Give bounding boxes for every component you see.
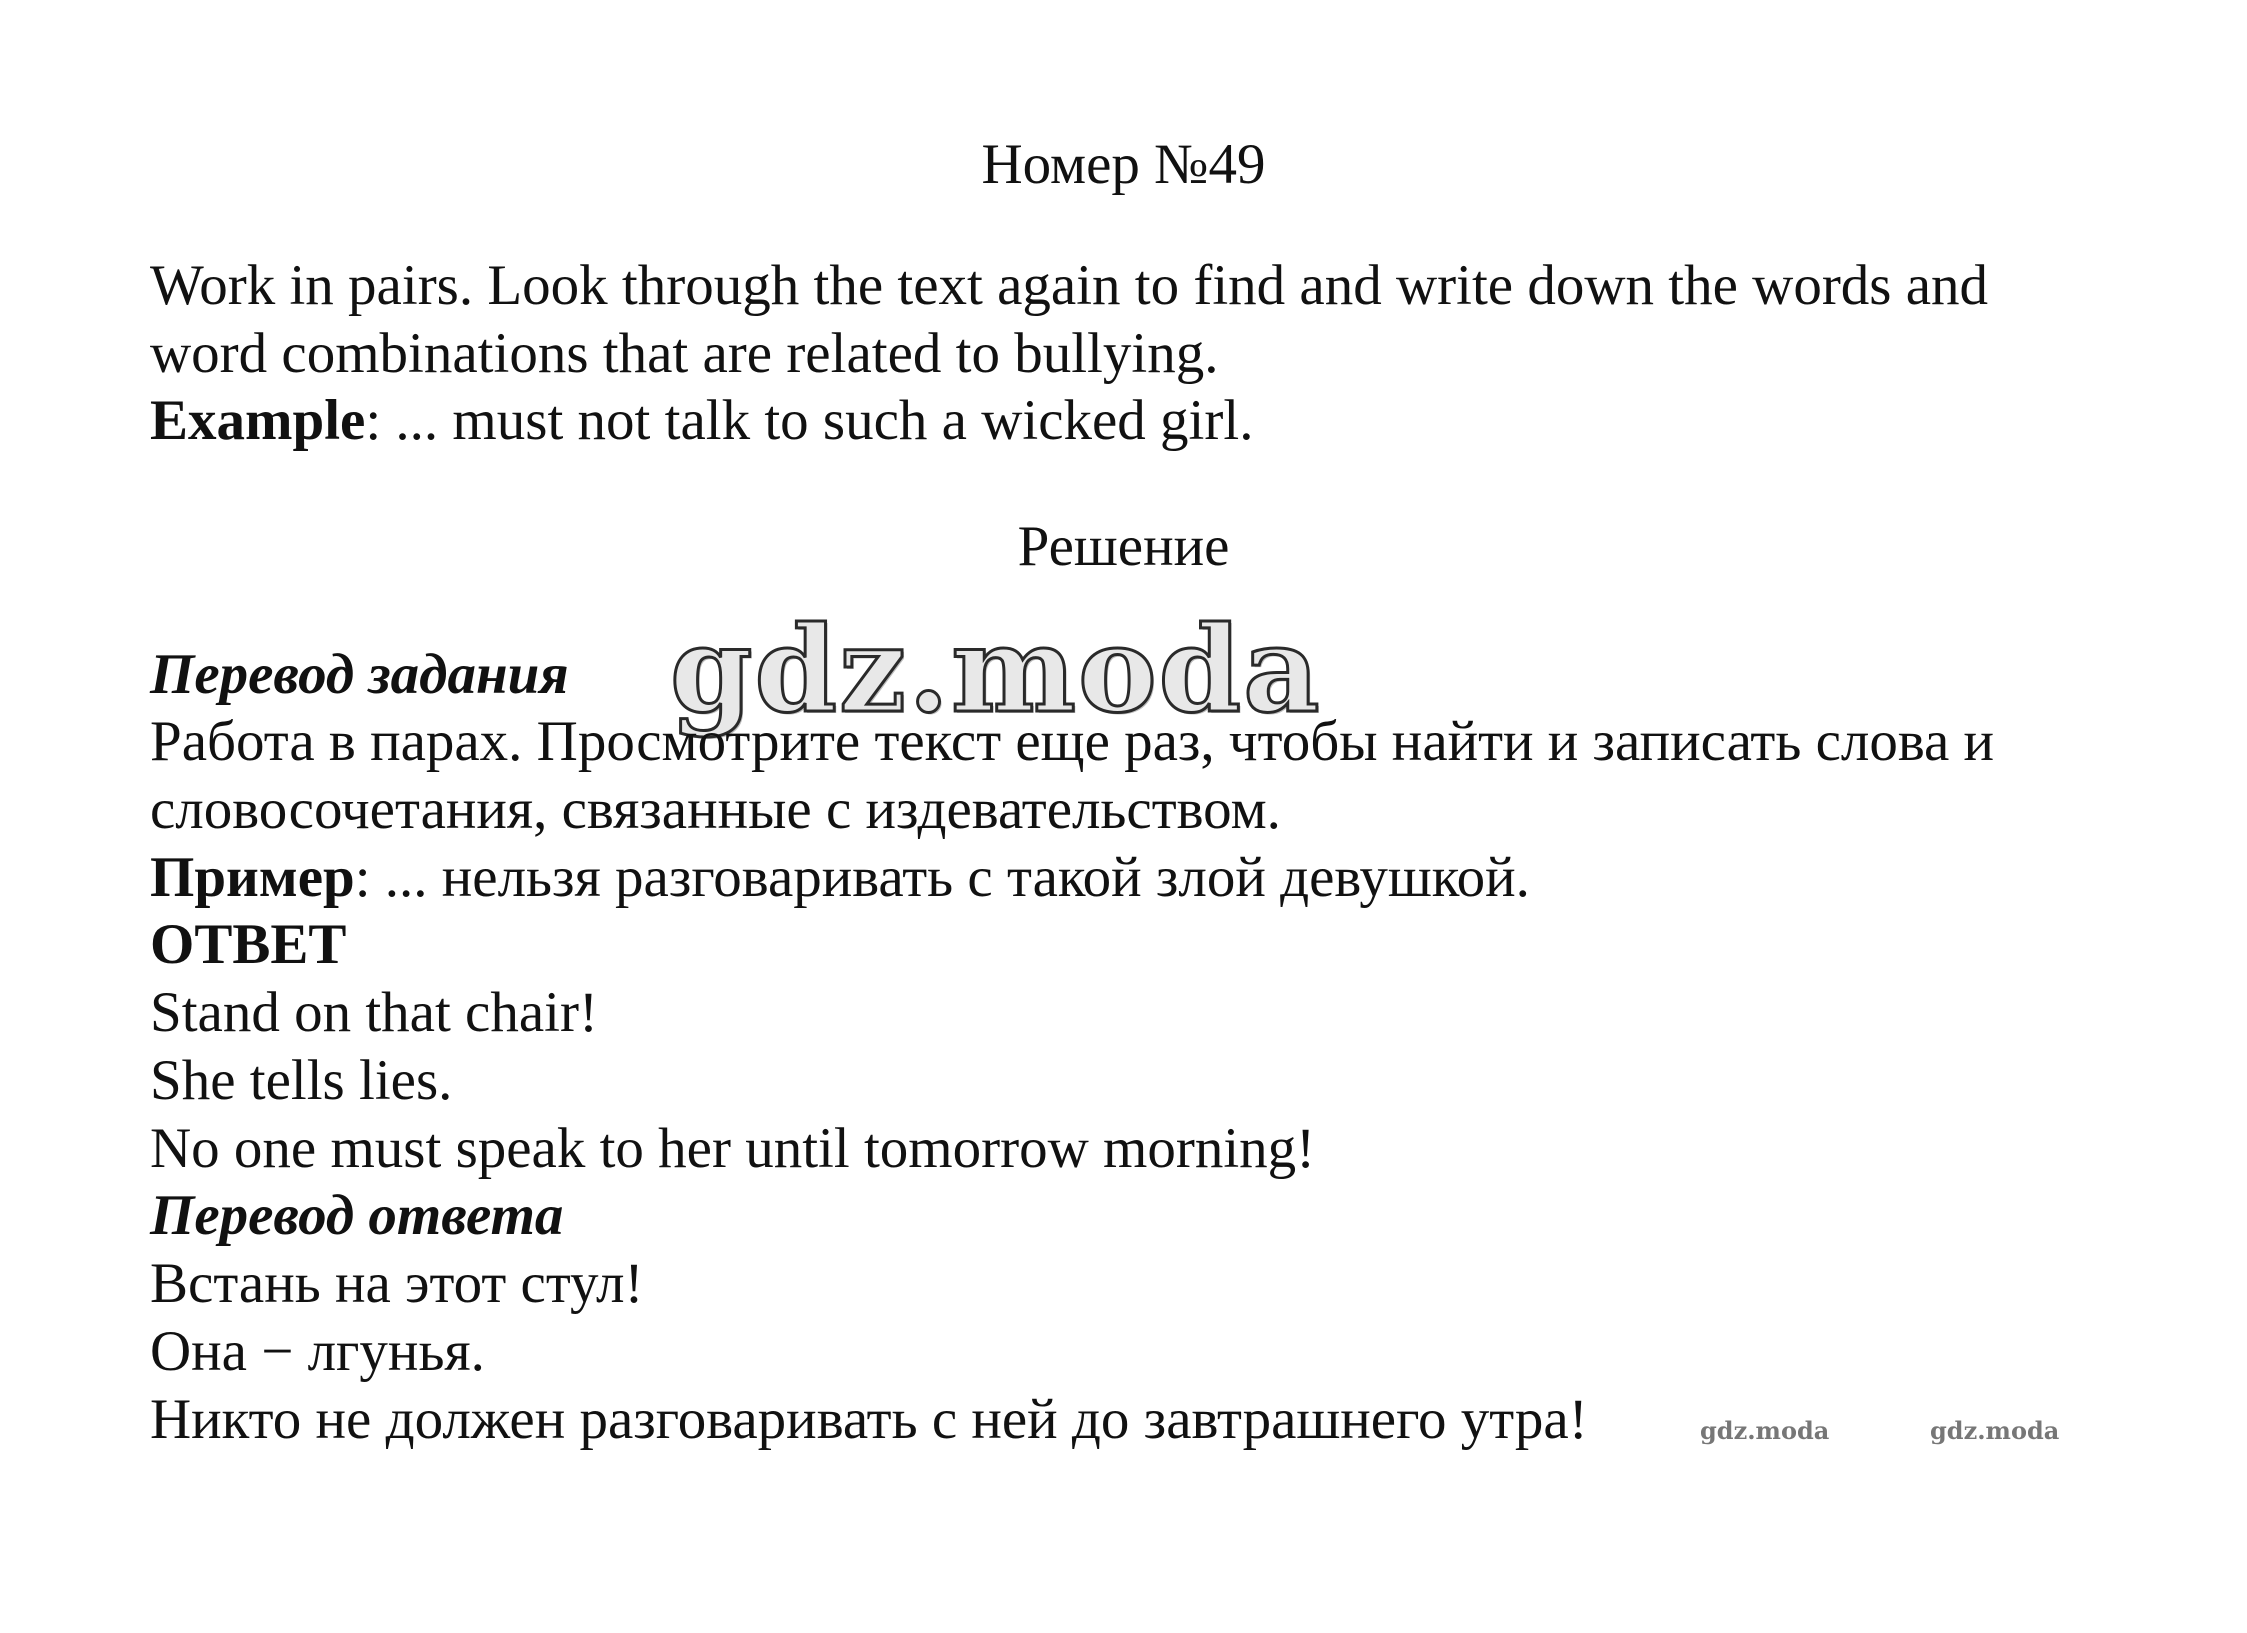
translation-answer-line-3: Никто не должен разговаривать с ней до завтрашнего утра! [150,1388,1588,1451]
task-line-2: word combinations that are related to bullying. [150,322,1219,385]
watermark-small-2: gdz.moda [1930,1416,2060,1445]
example-text: : ... must not talk to such a wicked girl. [365,389,1254,452]
translation-answer-heading: Перевод ответа [150,1184,564,1247]
answer-line-2: She tells lies. [150,1049,453,1112]
example-label: Example [150,389,366,452]
translation-example-text: : ... нельзя разговаривать с такой злой девушкой. [354,846,1530,909]
translation-answer-line-2: Она − лгунья. [150,1320,485,1383]
answer-line-3: No one must speak to her until tomorrow morning! [150,1117,1316,1180]
answer-heading: ОТВЕТ [150,913,347,976]
translation-task-line-1: Работа в парах. Просмотрите текст еще раз, чтобы найти и записать слова и [150,710,1995,773]
watermark-logo: gdz.moda [670,600,1322,739]
solution-heading: Решение [1017,515,1230,578]
translation-task-heading: Перевод задания [150,643,569,706]
task-example [150,387,1253,455]
translation-task-line-2: словосочетания, связанные с издевательством. [150,778,1281,841]
translation-answer-line-1: Встань на этот стул! [150,1252,644,1315]
translation-example-label: Пример [150,846,355,909]
page-title: Номер №49 [981,133,1266,196]
watermark-small-1: gdz.moda [1700,1416,1830,1445]
translation-task-example [150,844,1530,912]
answer-line-1: Stand on that chair! [150,981,598,1044]
task-line-1: Work in pairs. Look through the text again to find and write down the words and [150,254,1989,317]
